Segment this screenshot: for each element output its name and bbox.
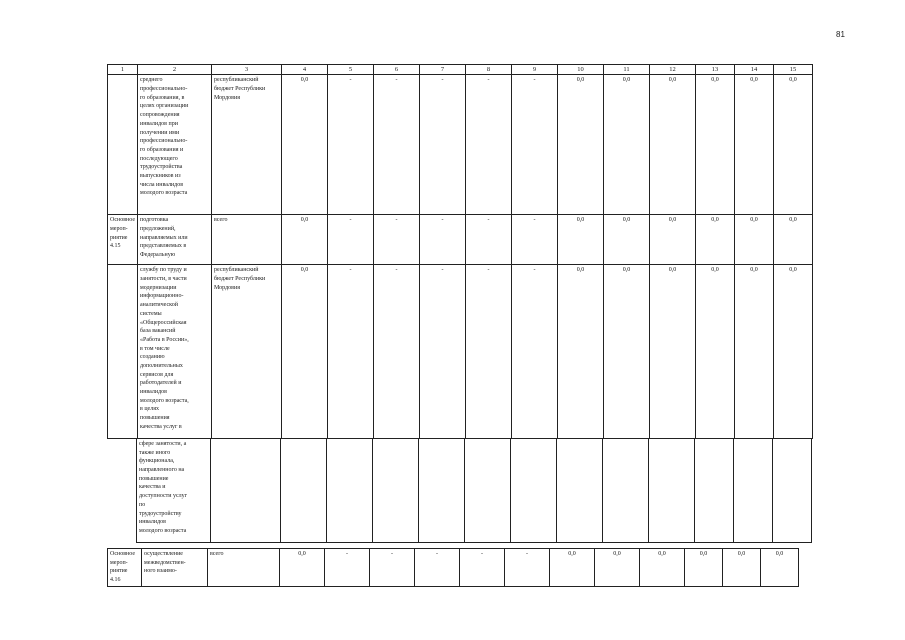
value-cell: 0,0 (650, 215, 696, 265)
header-cell: 13 (696, 65, 735, 75)
value-cell (465, 439, 511, 543)
header-cell: 6 (374, 65, 420, 75)
value-cell (695, 439, 734, 543)
value-cell: - (512, 215, 558, 265)
value-cell: - (466, 215, 512, 265)
value-cell: - (325, 549, 370, 587)
value-cell: 0,0 (696, 75, 735, 215)
value-cell: 0,0 (761, 549, 799, 587)
value-cell: 0,0 (650, 265, 696, 439)
value-cell (281, 439, 327, 543)
funding-source-cell: всего (208, 549, 280, 587)
header-cell: 3 (212, 65, 282, 75)
measure-cell (108, 265, 138, 439)
value-cell: 0,0 (280, 549, 325, 587)
value-cell: - (466, 75, 512, 215)
header-cell: 15 (774, 65, 813, 75)
value-cell (649, 439, 695, 543)
value-cell: 0,0 (774, 265, 813, 439)
header-cell: 1 (108, 65, 138, 75)
value-cell: 0,0 (595, 549, 640, 587)
value-cell: - (328, 215, 374, 265)
funding-source-cell: всего (212, 215, 282, 265)
header-cell: 10 (558, 65, 604, 75)
value-cell: 0,0 (735, 265, 774, 439)
description-cell: службу по труду и занятости, в части модернизации информационно- аналитической системы «Общероссийская база вакансий «Работа в России», в том числе созданию дополнительных сервисов для работодателей и инвалидов молодого возраста, в целях повышения качества услуг в (138, 265, 212, 439)
value-cell: - (370, 549, 415, 587)
description-cell: подготовка предложений, направляемых или представляемых в Федеральную (138, 215, 212, 265)
value-cell: - (505, 549, 550, 587)
value-cell (734, 439, 773, 543)
budget-table-continuation (136, 438, 812, 543)
value-cell: 0,0 (604, 75, 650, 215)
value-cell: 0,0 (696, 265, 735, 439)
value-cell: - (512, 265, 558, 439)
header-cell: 4 (282, 65, 328, 75)
table-row (108, 265, 813, 439)
value-cell: 0,0 (696, 215, 735, 265)
value-cell: - (460, 549, 505, 587)
table-row (108, 549, 799, 587)
value-cell: 0,0 (282, 265, 328, 439)
table-row (137, 439, 812, 543)
value-cell (373, 439, 419, 543)
value-cell (773, 439, 812, 543)
budget-table (107, 64, 813, 439)
funding-source-cell: республиканский бюджет Республики Мордовия (212, 75, 282, 215)
page-number: 81 (836, 30, 845, 39)
value-cell (327, 439, 373, 543)
funding-source-cell: республиканский бюджет Республики Мордовия (212, 265, 282, 439)
value-cell: 0,0 (774, 215, 813, 265)
value-cell: 0,0 (558, 75, 604, 215)
value-cell (557, 439, 603, 543)
table-header-row (108, 65, 813, 75)
header-cell: 14 (735, 65, 774, 75)
header-cell: 9 (512, 65, 558, 75)
header-cell: 8 (466, 65, 512, 75)
funding-source-cell (211, 439, 281, 543)
measure-cell (108, 75, 138, 215)
value-cell: - (415, 549, 460, 587)
header-cell: 12 (650, 65, 696, 75)
value-cell: - (374, 75, 420, 215)
header-cell: 2 (138, 65, 212, 75)
header-cell: 7 (420, 65, 466, 75)
value-cell: 0,0 (558, 265, 604, 439)
value-cell: 0,0 (640, 549, 685, 587)
value-cell (511, 439, 557, 543)
table-row (108, 215, 813, 265)
value-cell: 0,0 (735, 75, 774, 215)
value-cell: 0,0 (604, 215, 650, 265)
measure-cell: Основное мероп- риятие 4.15 (108, 215, 138, 265)
value-cell: 0,0 (558, 215, 604, 265)
value-cell: 0,0 (604, 265, 650, 439)
header-cell: 5 (328, 65, 374, 75)
value-cell: 0,0 (650, 75, 696, 215)
value-cell (419, 439, 465, 543)
budget-table-continuation (107, 548, 799, 587)
value-cell: - (374, 215, 420, 265)
value-cell: - (374, 265, 420, 439)
measure-cell: Основное мероп- риятие 4.16 (108, 549, 142, 587)
value-cell: - (328, 265, 374, 439)
header-cell: 11 (604, 65, 650, 75)
value-cell: - (420, 75, 466, 215)
value-cell (603, 439, 649, 543)
value-cell: - (512, 75, 558, 215)
value-cell: - (466, 265, 512, 439)
description-cell: осуществление межведомствен- ного взаимо- (142, 549, 208, 587)
value-cell: 0,0 (282, 215, 328, 265)
description-cell: среднего профессионально- го образования, в целях организации сопровождения инвалидов при получении ими профессионально- го образования и последующего трудоустройства выпускников из числа инвалидов молодого возраста (138, 75, 212, 215)
value-cell: 0,0 (774, 75, 813, 215)
value-cell: 0,0 (735, 215, 774, 265)
value-cell: 0,0 (282, 75, 328, 215)
value-cell: - (420, 265, 466, 439)
value-cell: 0,0 (723, 549, 761, 587)
value-cell: 0,0 (550, 549, 595, 587)
description-cell: сфере занятости, а также иного функционала, направленного на повышение качества и доступности услуг по трудоустройству инвалидов молодого возраста (137, 439, 211, 543)
value-cell: - (420, 215, 466, 265)
value-cell: - (328, 75, 374, 215)
value-cell: 0,0 (685, 549, 723, 587)
table-row (108, 75, 813, 215)
